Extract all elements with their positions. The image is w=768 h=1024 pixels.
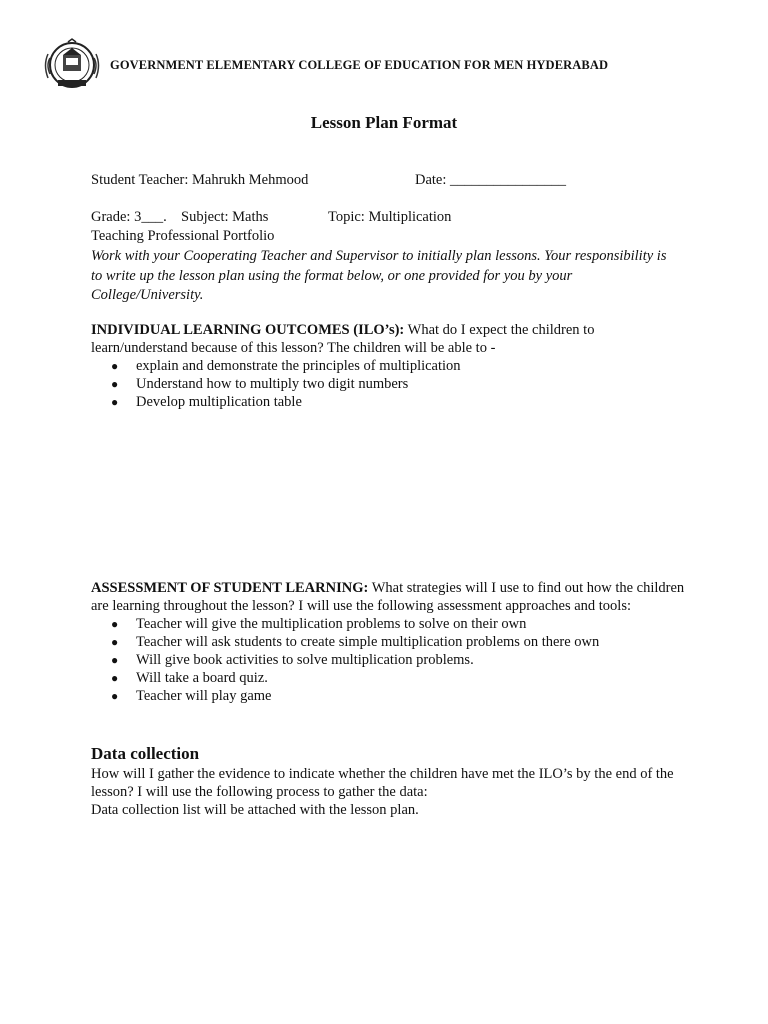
grade-row bbox=[91, 209, 691, 226]
list-item bbox=[111, 633, 691, 651]
list-item bbox=[111, 375, 691, 393]
list-item-text: Teacher will play game bbox=[136, 688, 272, 704]
topic: Topic: Multiplication bbox=[328, 209, 452, 225]
bullet-icon: ● bbox=[111, 635, 119, 649]
list-item bbox=[111, 651, 691, 669]
list-item bbox=[111, 615, 691, 633]
teacher-row bbox=[91, 172, 691, 189]
list-item-text: Understand how to multiply two digit numbers bbox=[136, 376, 409, 392]
date-field: Date: ________________ bbox=[415, 172, 567, 188]
list-item bbox=[111, 669, 691, 687]
bullet-icon: ● bbox=[111, 689, 119, 703]
ilo-section bbox=[91, 321, 691, 411]
ilo-paragraph bbox=[91, 321, 691, 357]
assessment-text: What strategies will I use to find out how the children are learning throughout the lesson? I will use the following assessment approaches and tools: bbox=[91, 580, 685, 614]
list-item-text: Develop multiplication table bbox=[136, 394, 302, 410]
list-item-text: explain and demonstrate the principles of multiplication bbox=[136, 358, 461, 374]
list-item bbox=[111, 357, 691, 375]
subject: Subject: Maths bbox=[181, 209, 269, 225]
data-collection-text: How will I gather the evidence to indicate whether the children have met the ILO’s by the end of the lesson? I will use the following process to gather the data: bbox=[91, 766, 674, 800]
ilo-text: What do I expect the children to learn/understand because of this lesson? The children will be able to - bbox=[91, 322, 595, 356]
document-header bbox=[44, 38, 608, 92]
college-crest-logo bbox=[44, 38, 100, 92]
bullet-icon: ● bbox=[111, 671, 119, 685]
ilo-heading: INDIVIDUAL LEARNING OUTCOMES (ILO’s): bbox=[91, 322, 405, 338]
data-collection-heading: Data collection bbox=[91, 744, 200, 763]
bullet-icon: ● bbox=[111, 653, 119, 667]
assessment-paragraph bbox=[91, 579, 691, 615]
data-collection-section bbox=[91, 743, 691, 819]
list-item-text: Teacher will ask students to create simple multiplication problems on there own bbox=[136, 634, 600, 650]
ilo-list bbox=[91, 357, 691, 411]
bullet-icon: ● bbox=[111, 617, 119, 631]
bullet-icon: ● bbox=[111, 395, 119, 409]
intro-paragraph: Work with your Cooperating Teacher and Supervisor to initially plan lessons. Your responsibility is to write up the lesson plan using the format below, or one provided for you by your College/University. bbox=[91, 248, 667, 303]
college-name: GOVERNMENT ELEMENTARY COLLEGE OF EDUCATION FOR MEN HYDERABAD bbox=[110, 57, 609, 72]
list-item-text: Teacher will give the multiplication problems to solve on their own bbox=[136, 616, 527, 632]
list-item bbox=[111, 393, 691, 411]
bullet-icon: ● bbox=[111, 377, 119, 391]
portfolio-label: Teaching Professional Portfolio bbox=[91, 228, 275, 244]
bullet-icon: ● bbox=[111, 359, 119, 373]
document-title: Lesson Plan Format bbox=[310, 113, 458, 132]
list-item-text: Will give book activities to solve multiplication problems. bbox=[136, 652, 474, 668]
list-item-text: Will take a board quiz. bbox=[136, 670, 268, 686]
data-collection-note: Data collection list will be attached with the lesson plan. bbox=[91, 802, 419, 818]
grade: Grade: 3___. bbox=[91, 209, 167, 225]
student-teacher: Student Teacher: Mahrukh Mehmood bbox=[91, 172, 309, 188]
list-item bbox=[111, 687, 691, 705]
assessment-list bbox=[91, 615, 691, 705]
assessment-heading: ASSESSMENT OF STUDENT LEARNING: bbox=[91, 580, 369, 596]
assessment-section bbox=[91, 579, 691, 705]
